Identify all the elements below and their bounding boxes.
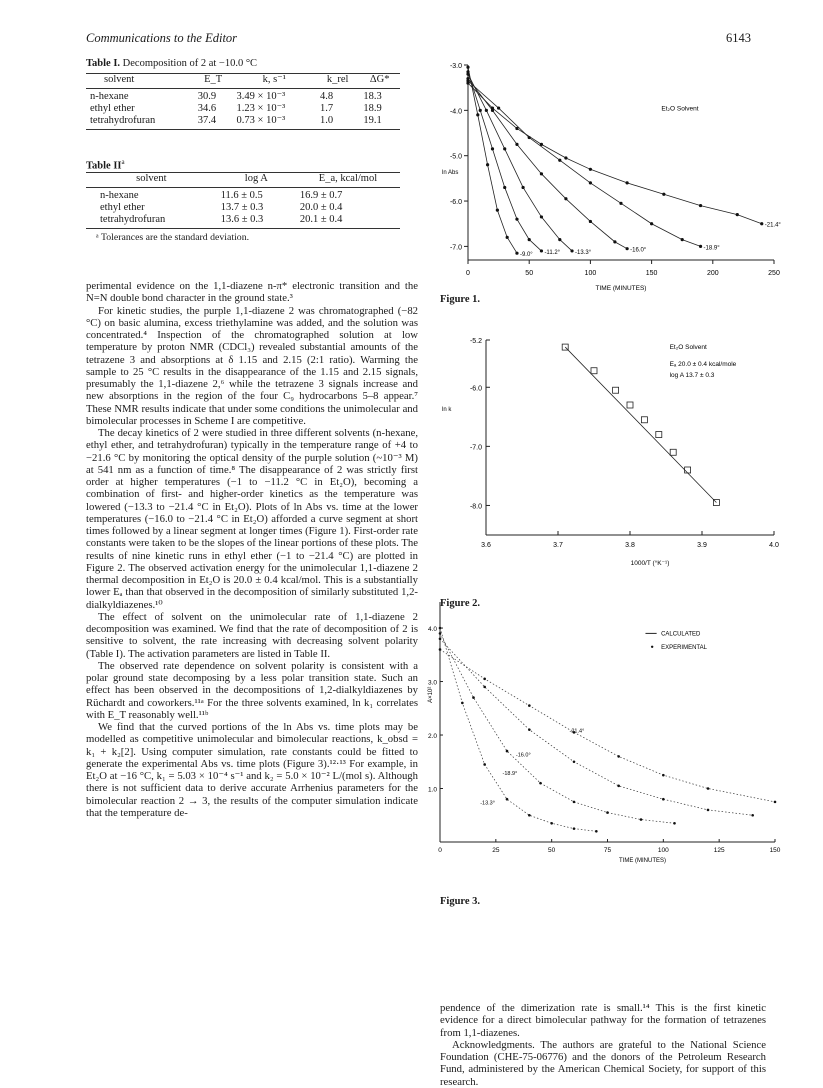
data-point (650, 222, 653, 225)
series-label: -21.4° (764, 222, 781, 229)
data-point (626, 247, 629, 250)
table1-col-header: solvent (104, 74, 135, 85)
table-cell: 30.9 (197, 91, 217, 102)
data-point (466, 72, 469, 75)
table-row (86, 190, 400, 202)
table2-col-header: log A (244, 173, 268, 184)
data-point (662, 774, 665, 777)
data-point (640, 818, 643, 821)
table2-caption-sup: a (121, 158, 125, 166)
data-point (681, 238, 684, 241)
data-point (472, 696, 475, 699)
data-point (673, 822, 676, 825)
data-point (485, 109, 488, 112)
data-point (613, 387, 619, 393)
series-label: -13.3° (575, 249, 592, 256)
table2-footnote: ᵃ Tolerances are the standard deviation. (96, 232, 250, 243)
x-axis-label: TIME (MINUTES) (619, 858, 666, 864)
data-point (573, 760, 576, 763)
chart-annotation: log A 13.7 ± 0.3 (669, 371, 715, 379)
table-cell: 13.6 ± 0.3 (220, 214, 264, 225)
table1-header-row (86, 74, 400, 86)
paragraph: pendence of the dimerization rate is small.¹⁴ This is the first kinetic evidence for a direct bimolecular pathway for the formation of tetrazenes from 1,1-diazenes. (440, 1002, 766, 1039)
data-point (439, 637, 442, 640)
data-point (506, 750, 509, 753)
x-tick-label: 0 (466, 270, 470, 277)
chart-annotation: Eₐ 20.0 ± 0.4 kcal/mole (669, 360, 737, 368)
data-point (627, 402, 633, 408)
series-label: -16.0° (515, 752, 531, 759)
table-cell: 0.73 × 10⁻³ (236, 115, 286, 126)
data-point (515, 143, 518, 146)
x-tick-label: 150 (769, 847, 781, 854)
data-point (515, 218, 518, 221)
x-tick-label: 3.6 (481, 542, 491, 549)
running-header: Communications to the Editor (86, 31, 238, 45)
table1-col-header: k_rel (326, 74, 349, 85)
table-cell: ethyl ether (90, 103, 135, 114)
x-tick-label: 50 (548, 847, 556, 854)
table-cell: 4.8 (319, 91, 334, 102)
table-cell: 18.9 (363, 103, 382, 114)
figure2-chart (436, 330, 788, 600)
data-point (491, 106, 494, 109)
data-point (528, 814, 531, 817)
x-tick-label: 3.8 (625, 542, 635, 549)
table-cell: 19.1 (363, 115, 382, 126)
x-tick-label: 25 (492, 847, 500, 854)
data-point (483, 678, 486, 681)
page-number: 6143 (726, 31, 751, 45)
table-cell: ethyl ether (100, 202, 145, 213)
x-tick-label: 0 (438, 847, 442, 854)
data-point (506, 798, 509, 801)
table-cell: 16.9 ± 0.7 (299, 190, 343, 201)
table1-caption-label: Table I. (86, 58, 121, 69)
data-point (662, 798, 665, 801)
table-cell: 11.6 ± 0.5 (220, 190, 263, 201)
table-cell: n-hexane (100, 190, 139, 201)
x-tick-label: 4.0 (769, 542, 779, 549)
table2 (86, 172, 400, 243)
data-point (466, 66, 469, 69)
series-label: -18.9° (502, 771, 518, 778)
y-tick-label: 4.0 (427, 626, 437, 634)
data-point (591, 368, 597, 374)
data-point (503, 186, 506, 189)
table2-caption (86, 158, 125, 172)
data-point (699, 204, 702, 207)
data-point (617, 755, 620, 758)
data-point (506, 236, 509, 239)
data-point (595, 830, 598, 833)
table-row (86, 115, 400, 127)
data-point (670, 449, 676, 455)
table1-caption (86, 58, 257, 69)
table-cell: n-hexane (90, 91, 129, 102)
x-axis-label: 1000/T (°K⁻¹) (630, 560, 670, 567)
x-axis-label: TIME (MINUTES) (595, 285, 647, 292)
table1 (86, 73, 400, 130)
series-label: -21.4° (569, 728, 585, 735)
paragraph: The decay kinetics of 2 were studied in three different solvents (n-hexane, ethyl ether, and tetrahydrofuran) typically in the temperature range of +4 to −21.6 °C by monitoring the optical density of the purple solution (~10⁻³ M) at 541 nm as a function of time.⁸ The disappearance of 2 was strictly first order at higher temperatures (−1 to −11.2 °C in Et₂O), becoming a combination of first- and higher-order kinetics as the temperature was lowered (−13.3 to −21.4 °C in Et₂O). Plots of ln Abs vs. time at the lower temperatures (−16.0 to −21.4 °C in Et₂O) afforded a curve segment at short times followed by a linear segment at longer times (Figure 1). First-order rate constants were taken to be the slopes of the linear portions of these plots. The results of nine kinetic runs in ethyl ether (−1 to −21.4 °C) are plotted in Figure 2. The observed activation energy for the unimolecular 1,1-diazene 2 thermal decomposition in Et₂O is 20.0 ± 0.4 kcal/mol. This is a substantially lower Eₐ than that observed in the decomposition of similarly substituted 1,2-dialkyldiazenes.¹⁰ (86, 427, 418, 611)
y-tick-label: 1.0 (427, 786, 437, 794)
chart-annotation: Et₂O Solvent (661, 105, 699, 113)
legend-point-swatch (651, 646, 653, 648)
table-cell: 34.6 (197, 103, 217, 114)
table-cell: 13.7 ± 0.3 (220, 202, 264, 213)
data-point (540, 172, 543, 175)
x-tick-label: 75 (603, 847, 612, 854)
table-cell: 1.23 × 10⁻³ (236, 103, 286, 114)
data-point (540, 249, 543, 252)
data-point (589, 220, 592, 223)
data-point (558, 159, 561, 162)
y-tick-label: 3.0 (427, 679, 437, 687)
data-point (528, 728, 531, 731)
table-row (86, 214, 400, 226)
paragraph: For kinetic studies, the purple 1,1-diazene 2 was chromatographed (−82 °C) on basic alumina, excess triethylamine was added, and the solution was concentrated.⁴ Inspection of the chromatographed solution at low temperature by proton NMR (CDCl₃) revealed substantial amounts of the tetrazene 3 and absorptions at δ 1.15 and 2.15 (2:1 ratio). Warming the sample to 25 °C results in the disappearance of the 1.15 and 2.15 signals, presumably the 1,1-diazene 2,⁶ while the tetrazene 3 signals increase and new absorptions in the region of the four C₉ hydrocarbons 5–8 appear.⁷ These NMR results indicate that under some conditions the unimolecular and bimolecular processes in Scheme I are competitive. (86, 304, 418, 427)
data-point (606, 811, 609, 814)
x-tick-label: 50 (525, 270, 534, 277)
table-cell: 1.7 (319, 103, 334, 114)
y-tick-label: -6.0 (449, 199, 462, 207)
x-tick-label: 250 (768, 270, 780, 277)
x-tick-label: 100 (584, 270, 597, 277)
data-point (476, 113, 479, 116)
data-point (760, 222, 763, 225)
series-line (468, 79, 627, 249)
figure1-chart (436, 55, 788, 300)
calculated-curve (440, 633, 675, 823)
table-cell: tetrahydrofuran (100, 214, 166, 225)
y-tick-label: -5.2 (469, 338, 482, 345)
data-point (573, 827, 576, 830)
y-axis-label: ln k (442, 406, 452, 413)
table2-grid (86, 173, 400, 226)
data-point (503, 147, 506, 150)
table-cell: 1.0 (319, 115, 334, 126)
y-tick-label: -8.0 (469, 503, 482, 511)
table1-col-header: k, s⁻¹ (262, 74, 286, 85)
series-label: -11.2° (544, 249, 561, 256)
table2-caption-label: Table II (86, 160, 122, 172)
data-point (558, 238, 561, 241)
x-tick-label: 100 (657, 847, 669, 854)
paragraph: The effect of solvent on the unimolecular rate of 1,1-diazene 2 decomposition was examined. We find that the rate of decomposition of 2 is sensitive to solvent, the rate increasing with decreasing solvent polarity (Table I). The activation parameters are listed in Table II. (86, 610, 418, 660)
table2-header-row (86, 173, 400, 185)
table2-col-header: E_a, kcal/mol (318, 173, 378, 184)
data-point (496, 209, 499, 212)
table-row (86, 103, 400, 115)
table1-col-header: ΔG* (369, 74, 390, 85)
table1-col-header: E_T (204, 74, 223, 85)
data-point (528, 704, 531, 707)
figure2-caption: Figure 2. (440, 598, 481, 609)
table-cell: 18.3 (363, 91, 382, 102)
data-point (486, 163, 489, 166)
x-tick-label: 3.9 (697, 542, 707, 549)
y-axis-label: A×10² (428, 686, 434, 703)
data-point (439, 632, 442, 635)
x-tick-label: 3.7 (553, 542, 563, 549)
data-point (736, 213, 739, 216)
body-text-right (440, 1002, 766, 1088)
data-point (685, 467, 691, 473)
x-tick-label: 125 (713, 847, 725, 854)
data-point (699, 245, 702, 248)
table1-caption-text: Decomposition of 2 at −10.0 °C (120, 58, 258, 69)
data-point (528, 238, 531, 241)
data-point (497, 106, 500, 109)
data-point (570, 249, 573, 252)
data-point (613, 240, 616, 243)
y-tick-label: -6.0 (469, 385, 482, 393)
y-axis-label: ln Abs (442, 169, 459, 176)
data-point (617, 785, 620, 788)
series-label: -16.0° (630, 247, 647, 254)
figure3-caption: Figure 3. (440, 896, 481, 907)
y-tick-label: -7.0 (449, 244, 462, 252)
y-tick-label: -3.0 (449, 63, 462, 70)
data-point (662, 193, 665, 196)
calculated-curve (440, 639, 753, 816)
series-line (468, 83, 762, 224)
y-tick-label: 2.0 (427, 733, 437, 741)
data-point (540, 215, 543, 218)
paragraph: perimental evidence on the 1,1-diazene n-π* electronic transition and the N=N double bond character in the ground state.³ (86, 280, 418, 305)
data-point (491, 147, 494, 150)
data-point (466, 82, 469, 85)
paragraph: Acknowledgments. The authors are grateful to the National Science Foundation (CHE-75-06776) and the donors of the Petroleum Research Fund, administered by the American Chemical Society, for support of this research. (440, 1038, 766, 1088)
table2-col-header: solvent (136, 173, 167, 184)
data-point (483, 686, 486, 689)
data-point (573, 801, 576, 804)
data-point (483, 763, 486, 766)
data-point (619, 202, 622, 205)
data-point (641, 417, 647, 423)
data-point (589, 181, 592, 184)
legend-item: EXPERIMENTAL (661, 644, 708, 651)
data-point (515, 127, 518, 130)
series-label: -13.3° (480, 800, 495, 807)
data-point (540, 143, 543, 146)
table-cell: 20.1 ± 0.4 (299, 214, 343, 225)
table-cell: tetrahydrofuran (90, 115, 156, 126)
series-label: -9.0° (519, 252, 533, 259)
data-point (515, 252, 518, 255)
series-label: -18.9° (703, 245, 720, 252)
y-tick-label: -5.0 (449, 153, 462, 161)
data-point (564, 156, 567, 159)
data-point (656, 432, 662, 438)
data-point (751, 814, 754, 817)
x-tick-label: 150 (645, 270, 658, 277)
series-line (468, 72, 541, 251)
fit-line (565, 347, 716, 502)
data-point (707, 809, 710, 812)
y-tick-label: -4.0 (449, 108, 462, 116)
figure3-chart (420, 600, 790, 885)
data-point (439, 627, 442, 630)
table-cell: 37.4 (197, 115, 217, 126)
data-point (550, 822, 553, 825)
data-point (539, 782, 542, 785)
data-point (564, 197, 567, 200)
data-point (774, 801, 777, 804)
data-point (626, 181, 629, 184)
data-point (439, 648, 442, 651)
body-text-left (86, 280, 418, 819)
table1-grid (86, 74, 400, 127)
paragraph: We find that the curved portions of the ln Abs vs. time plots may be modelled as competitive unimolecular and bimolecular reactions, k_obsd = k₁ + k₂[2]. Using computer simulation, rate constants could be fitted to generate the experimental Abs vs. time plots (Figure 3).¹²·¹³ For example, in Et₂O at −16 °C, k₁ = 5.03 × 10⁻⁴ s⁻¹ and k₂ = 5.0 × 10⁻² L/(mol s). Although there is not sufficient data to derive accurate Arrhenius parameters for the bimolecular reaction 2 → 3, the results of the computer simulation indicate that the temperature de- (86, 721, 418, 819)
figure1-caption: Figure 1. (440, 294, 481, 305)
calculated-curve (440, 649, 775, 801)
legend-item: CALCULATED (661, 631, 701, 638)
data-point (589, 168, 592, 171)
paragraph: The observed rate dependence on solvent polarity is consistent with a polar ground state decomposing by a less polar transition state. Such an effect has been observed in the decompositions of 1,2-dialkyldiazenes by Rüchardt and coworkers.¹¹ᵃ For the three solvents examined, ln k₁ correlates with E_T reasonably well.¹¹ᵇ (86, 659, 418, 721)
data-point (479, 109, 482, 112)
table-cell: 20.0 ± 0.4 (299, 202, 343, 213)
data-point (521, 186, 524, 189)
data-point (461, 702, 464, 705)
table-cell: 3.49 × 10⁻³ (236, 91, 286, 102)
table-row (86, 91, 400, 103)
x-tick-label: 200 (706, 270, 719, 277)
y-tick-label: -7.0 (469, 444, 482, 452)
chart-annotation: Et₂O Solvent (669, 343, 707, 351)
table-row (86, 202, 400, 214)
data-point (707, 787, 710, 790)
